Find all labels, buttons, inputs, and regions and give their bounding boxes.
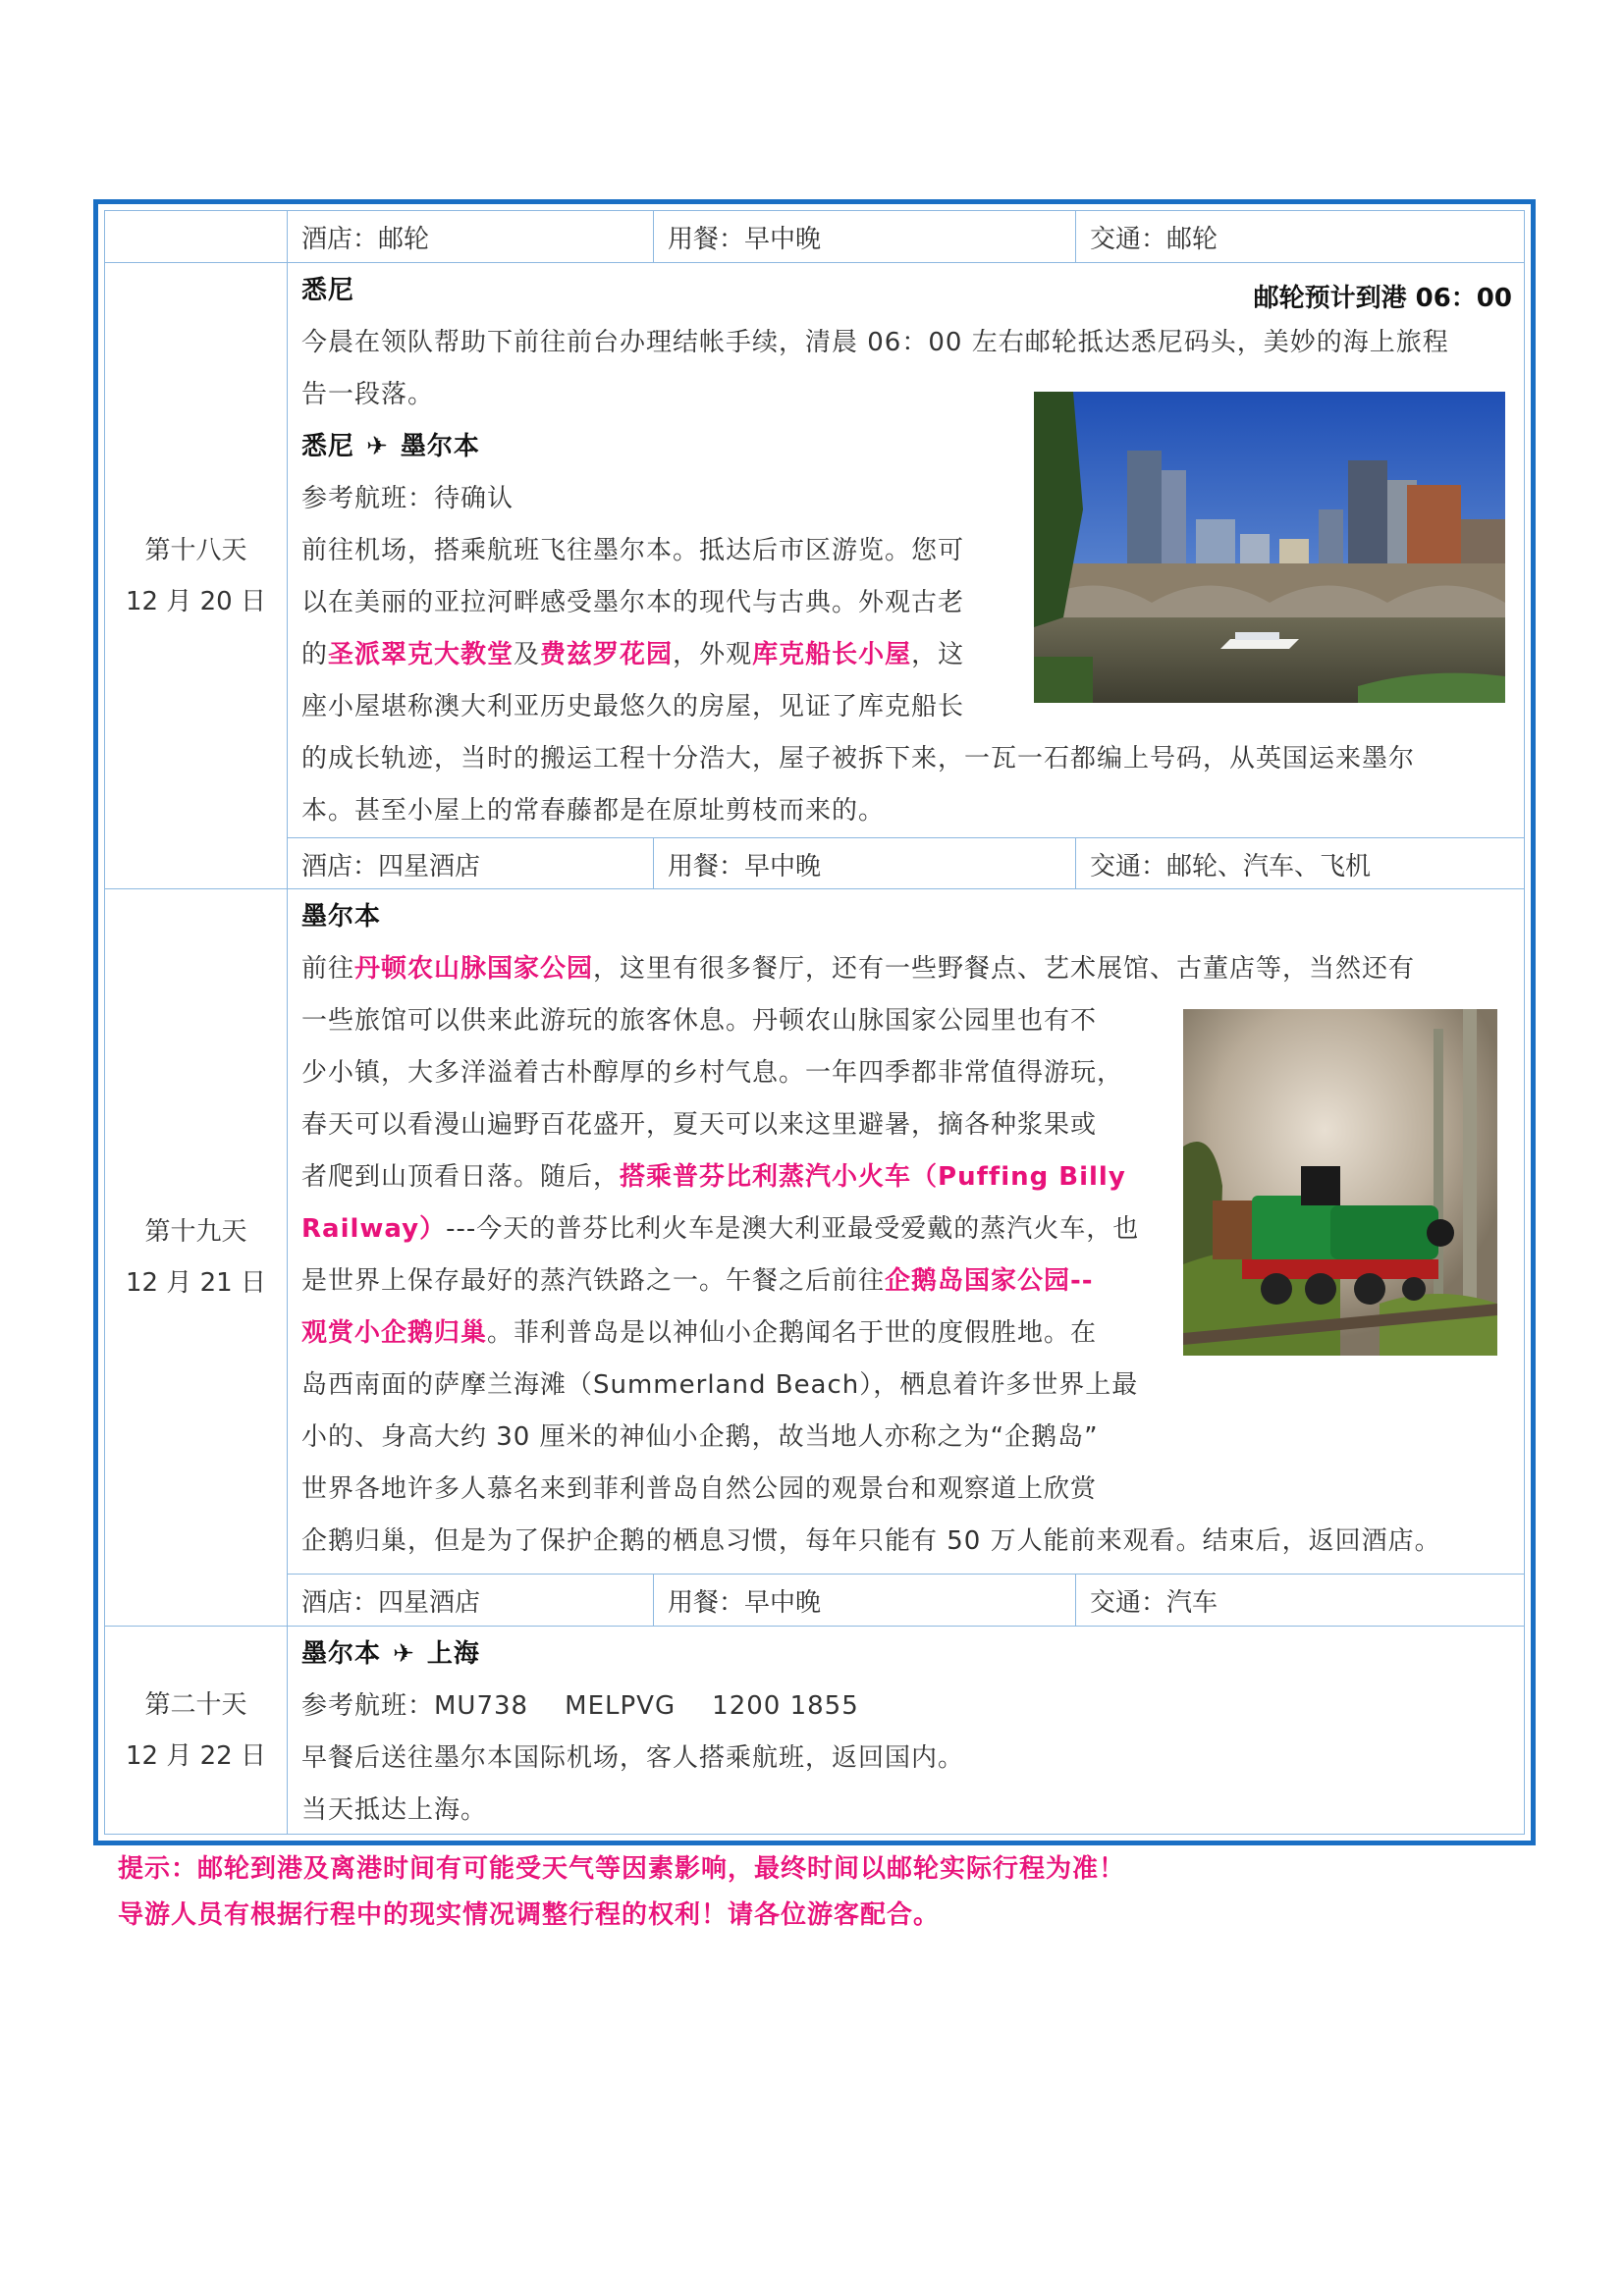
paragraph-line: 岛西南面的萨摩兰海滩（Summerland Beach），栖息着许多世界上最	[301, 1370, 1139, 1400]
skyline-image	[1034, 392, 1505, 703]
airplane-icon: ✈	[393, 1639, 415, 1669]
city-heading: 悉尼	[301, 276, 355, 305]
text-run: ，这	[911, 640, 965, 669]
route-to: 墨尔本	[400, 432, 480, 461]
meal-cell: 用餐：早中晚	[654, 838, 1076, 889]
day-date: 12 月 20 日	[126, 586, 266, 616]
paragraph-line: 前往机场，搭乘航班飞往墨尔本。抵达后市区游览。您可	[301, 536, 965, 565]
flight-info: 参考航班：待确认	[301, 484, 514, 513]
day-number: 第十八天	[144, 535, 247, 565]
route-from: 悉尼	[301, 432, 355, 461]
row-day-19	[105, 889, 1524, 1627]
paragraph-line: 早餐后送往墨尔本国际机场，客人搭乘航班，返回国内。	[301, 1743, 965, 1773]
paragraph-line	[301, 1151, 1161, 1203]
text-run: 及	[514, 640, 541, 669]
text-run: 前往	[301, 954, 355, 984]
arrival-time: 邮轮预计到港 06：00	[1253, 284, 1512, 313]
text-run: 的	[301, 640, 329, 669]
paragraph-line	[301, 1255, 1161, 1308]
text-run: 是世界上保存最好的蒸汽铁路之一。午餐之后前往	[301, 1266, 886, 1296]
paragraph-line: 春天可以看漫山遍野百花盛开，夏天可以来这里避暑，摘各种浆果或	[301, 1110, 1098, 1140]
day-number: 第十九天	[144, 1217, 247, 1247]
itinerary-table	[104, 210, 1525, 1835]
paragraph-line: 的成长轨迹，当时的搬运工程十分浩大，屋子被拆下来，一瓦一石都编上号码，从英国运来墨尔	[301, 744, 1416, 774]
paragraph-line	[301, 1203, 1161, 1255]
highlight-st-patricks: 圣派翠克大教堂	[328, 640, 514, 669]
paragraph-line	[301, 1308, 1161, 1360]
day-18-label	[105, 263, 288, 888]
text-run: ，外观	[673, 640, 753, 669]
day-18-services	[288, 837, 1524, 889]
day-date: 12 月 22 日	[126, 1740, 266, 1771]
paragraph-line: 少小镇，大多洋溢着古朴醇厚的乡村气息。一年四季都非常值得游玩，	[301, 1058, 1124, 1088]
route-from: 墨尔本	[301, 1639, 382, 1669]
paragraph-line: 企鹅归巢，但是为了保护企鹅的栖息习惯，每年只能有 50 万人能前来观看。结束后，返回酒店。	[301, 1526, 1441, 1556]
hotel-cell: 酒店：四星酒店	[288, 1575, 654, 1627]
highlight-cooks-cottage: 库克船长小屋	[752, 640, 912, 669]
transport-cell: 交通：汽车	[1090, 1588, 1218, 1618]
itinerary-frame	[93, 199, 1536, 1845]
transport-cell: 交通：邮轮	[1090, 224, 1218, 254]
meal-cell: 用餐：早中晚	[654, 1575, 1076, 1627]
flight-route-heading	[301, 1629, 1512, 1681]
text-run: 者爬到山顶看日落。随后，	[301, 1162, 621, 1192]
paragraph-line: 告一段落。	[301, 380, 435, 409]
highlight-puffing-billy: 搭乘普芬比利蒸汽小火车（Puffing Billy	[620, 1162, 1126, 1192]
paragraph-line: 座小屋堪称澳大利亚历史最悠久的房屋，见证了库克船长	[301, 692, 965, 721]
city-heading: 墨尔本	[301, 902, 382, 932]
paragraph-line: 小的、身高大约 30 厘米的神仙小企鹅，故当地人亦称之为“企鹅岛”	[301, 1422, 1099, 1452]
row-day-18	[105, 263, 1524, 889]
day-number: 第二十天	[144, 1689, 247, 1720]
paragraph-line: 一些旅馆可以供来此游玩的旅客休息。丹顿农山脉国家公园里也有不	[301, 1006, 1098, 1036]
paragraph-line: 以在美丽的亚拉河畔感受墨尔本的现代与古典。外观古老	[301, 588, 965, 617]
steam-train-photo	[1183, 1009, 1497, 1356]
airplane-icon: ✈	[366, 432, 389, 461]
row-previous-day-info	[105, 211, 1524, 263]
paragraph-line	[301, 943, 1512, 995]
highlight-penguin-parade: 观赏小企鹅归巢	[301, 1318, 488, 1348]
hotel-cell: 酒店：邮轮	[288, 211, 654, 262]
highlight-puffing-billy-cont: Railway）	[301, 1214, 447, 1244]
hotel-cell: 酒店：四星酒店	[288, 838, 654, 889]
row-day-20	[105, 1627, 1524, 1834]
text-run: ---今天的普芬比利火车是澳大利亚最受爱戴的蒸汽火车，也	[446, 1214, 1140, 1244]
paragraph-line: 本。甚至小屋上的常春藤都是在原址剪枝而来的。	[301, 796, 886, 826]
paragraph-line	[301, 629, 1013, 681]
tip-line-1: 提示：邮轮到港及离港时间有可能受天气等因素影响，最终时间以邮轮实际行程为准！	[118, 1854, 1126, 1884]
train-image	[1183, 1009, 1497, 1356]
tip-line-2: 导游人员有根据行程中的现实情况调整行程的权利！请各位游客配合。	[118, 1900, 941, 1930]
highlight-penguin-island: 企鹅岛国家公园--	[885, 1266, 1094, 1296]
paragraph-line: 今晨在领队帮助下前往前台办理结帐手续，清晨 06：00 左右邮轮抵达悉尼码头，美妙的海上旅程	[301, 328, 1449, 357]
day-column-empty	[105, 211, 288, 262]
melbourne-skyline-photo	[1034, 392, 1505, 703]
day-date: 12 月 21 日	[126, 1268, 266, 1298]
paragraph-line: 世界各地许多人慕名来到菲利普岛自然公园的观景台和观察道上欣赏	[301, 1474, 1098, 1504]
day-19-services	[288, 1574, 1524, 1627]
flight-info: 参考航班：MU738 MELPVG 1200 1855	[301, 1691, 859, 1721]
text-run: ，这里有很多餐厅，还有一些野餐点、艺术展馆、古董店等，当然还有	[593, 954, 1416, 984]
transport-cell: 交通：邮轮、汽车、飞机	[1090, 851, 1372, 881]
text-run: 。菲利普岛是以神仙小企鹅闻名于世的度假胜地。在	[487, 1318, 1098, 1348]
route-to: 上海	[426, 1639, 480, 1669]
meal-cell: 用餐：早中晚	[654, 211, 1076, 262]
highlight-fitzroy-gardens: 费兹罗花园	[540, 640, 674, 669]
paragraph-line: 当天抵达上海。	[301, 1795, 488, 1825]
highlight-dandenong: 丹顿农山脉国家公园	[354, 954, 594, 984]
day-19-label	[105, 889, 288, 1626]
day-20-label	[105, 1627, 288, 1834]
